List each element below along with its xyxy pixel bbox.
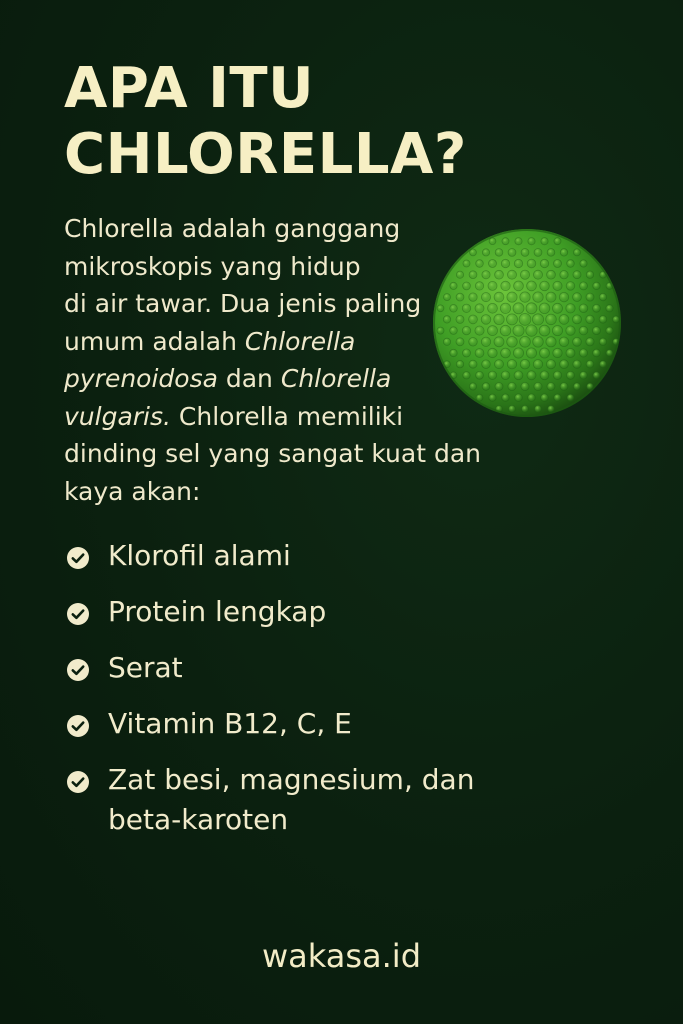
intro-line: kaya akan: — [64, 476, 201, 506]
benefit-text — [108, 760, 534, 840]
page-title — [64, 56, 467, 188]
benefit-text — [108, 704, 534, 744]
benefit-item — [64, 648, 534, 688]
benefit-item — [64, 536, 534, 576]
species-name: Chlorella — [280, 364, 392, 393]
benefit-text — [108, 536, 534, 576]
species-name: Chlorella — [244, 326, 356, 356]
check-circle-icon — [66, 602, 90, 626]
check-circle-icon — [66, 714, 90, 738]
intro-text: Chlorella memiliki — [170, 401, 404, 431]
intro-line: Chlorella adalah ganggang — [64, 214, 401, 243]
intro-line: dinding sel yang sangat kuat dan — [64, 439, 481, 468]
benefit-item — [64, 760, 534, 840]
check-circle-icon — [66, 658, 90, 682]
intro-text: dan — [217, 364, 281, 393]
footer-website: wakasa.id — [261, 937, 421, 975]
benefit-text — [108, 648, 534, 688]
intro-line: mikroskopis yang hidup — [64, 251, 361, 281]
benefit-line: beta-karoten — [108, 803, 289, 836]
benefit-text — [108, 592, 534, 632]
benefit-item — [64, 592, 534, 632]
chlorella-cell-graphic — [432, 228, 622, 418]
intro-text: umum adalah — [64, 326, 245, 356]
title-line-1: APA ITU — [64, 56, 315, 121]
check-circle-icon — [66, 546, 90, 570]
check-circle-icon — [66, 770, 90, 794]
benefit-item — [64, 704, 534, 744]
chlorella-cell-image — [432, 228, 622, 418]
intro-line: di air tawar. Dua jenis paling — [64, 289, 422, 318]
benefit-line: Serat — [108, 651, 183, 684]
benefit-line: Klorofil alami — [108, 539, 291, 572]
species-name: pyrenoidosa — [64, 364, 218, 393]
benefits-list — [64, 536, 534, 856]
benefit-line: Zat besi, magnesium, dan — [108, 763, 475, 796]
species-name: vulgaris. — [64, 401, 171, 431]
title-line-2: CHLORELLA? — [64, 122, 467, 187]
benefit-line: Vitamin B12, C, E — [108, 707, 352, 740]
benefit-line: Protein lengkap — [108, 595, 327, 628]
